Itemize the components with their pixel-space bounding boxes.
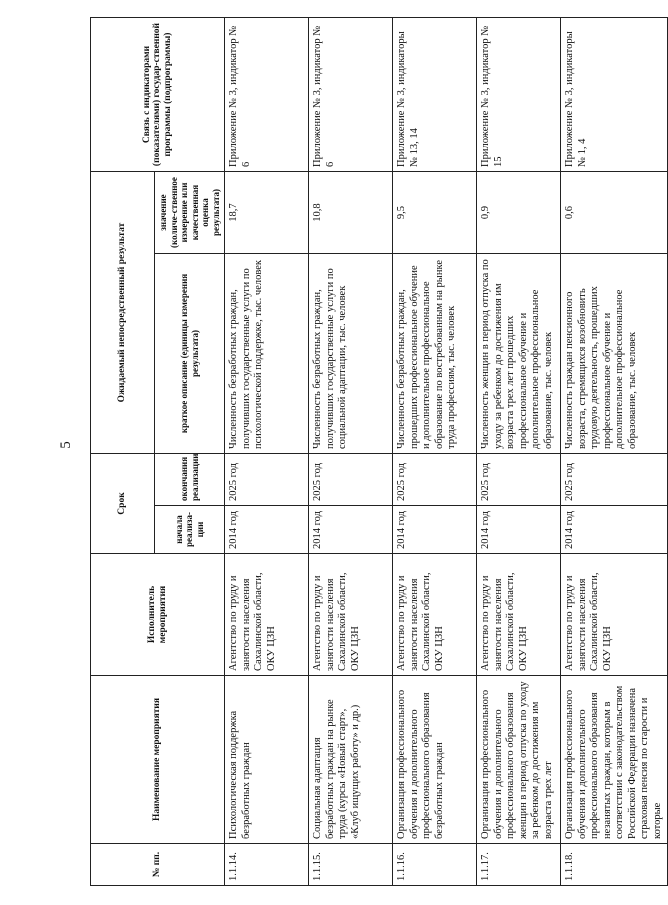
row-num: 1.1.17.: [477, 844, 561, 886]
header-term-end: окончания реализации: [155, 454, 225, 506]
row-desc: Численность граждан пенсионного возраста, стремящихся возобновить трудовую деятельность, прошедших профессиональное обучение и дополнительное профессиональное образование, тыс. человек: [561, 254, 668, 454]
header-term: Срок: [91, 454, 155, 554]
row-desc: Численность безработных граждан, получивших государственные услуги по социальной адаптации, тыс. человек: [309, 254, 393, 454]
row-executor: Агентство по труду и занятости населения Сахалинской области, ОКУ ЦЗН: [393, 554, 477, 676]
table-row: [477, 18, 561, 886]
table-row: [393, 18, 477, 886]
header-row: [91, 18, 155, 886]
row-value: 0,6: [561, 172, 668, 254]
row-num: 1.1.15.: [309, 844, 393, 886]
row-start: 2014 год: [477, 506, 561, 554]
row-link: Приложение № 3, индикаторы № 1, 4: [561, 18, 668, 172]
row-num: 1.1.16.: [393, 844, 477, 886]
row-start: 2014 год: [393, 506, 477, 554]
row-desc: Численность женщин в период отпуска по уходу за ребенком до достижения им возраста трех лет прошедших профессиональное обучение и дополнительное профессиональное образование, тыс. человек: [477, 254, 561, 454]
header-result: Ожидаемый непосредственный результат: [91, 172, 155, 454]
measures-table: [90, 17, 668, 886]
header-executor: Исполнитель мероприятия: [91, 554, 225, 676]
row-executor: Агентство по труду и занятости населения Сахалинской области, ОКУ ЦЗН: [225, 554, 309, 676]
row-num: 1.1.14.: [225, 844, 309, 886]
row-executor: Агентство по труду и занятости населения Сахалинской области, ОКУ ЦЗН: [561, 554, 668, 676]
row-name: Организация профессионального обучения и дополнительного профессионального образования безработных граждан: [393, 676, 477, 844]
row-value: 10,8: [309, 172, 393, 254]
row-end: 2025 год: [309, 454, 393, 506]
header-result-desc: краткое описание (единицы измерения результата): [155, 254, 225, 454]
row-name: Организация профессионального обучения и дополнительного профессионального образования незанятых граждан, которым в соответствии с законодательством Российской Федерации назначена страховая пенсия по старости и которые: [561, 676, 668, 844]
row-value: 0,9: [477, 172, 561, 254]
row-value: 18,7: [225, 172, 309, 254]
row-name: Психологическая поддержка безработных граждан: [225, 676, 309, 844]
row-value: 9,5: [393, 172, 477, 254]
row-desc: Численность безработных граждан, прошедших профессиональное обучение и дополнительное профессиональное образование по востребованным на рынке труда профессиям, тыс. человек: [393, 254, 477, 454]
row-name: Социальная адаптация безработных граждан на рынке труда (курсы «Новый старт», «Клуб ищущих работу» и др.): [309, 676, 393, 844]
table-row: [309, 18, 393, 886]
header-name: Наименование мероприятия: [91, 676, 225, 844]
row-num: 1.1.18.: [561, 844, 668, 886]
header-result-value: значение (количе-ственное измерение или качественная оценка результата): [155, 172, 225, 254]
row-end: 2025 год: [393, 454, 477, 506]
table-row: [225, 18, 309, 886]
header-term-start: начала реализа-ции: [155, 506, 225, 554]
row-executor: Агентство по труду и занятости населения Сахалинской области, ОКУ ЦЗН: [477, 554, 561, 676]
row-end: 2025 год: [477, 454, 561, 506]
row-executor: Агентство по труду и занятости населения Сахалинской области, ОКУ ЦЗН: [309, 554, 393, 676]
row-start: 2014 год: [309, 506, 393, 554]
row-link: Приложение № 3, индикаторы № 13, 14: [393, 18, 477, 172]
header-num: № пп.: [91, 844, 225, 886]
row-link: Приложение № 3, индикатор № 6: [309, 18, 393, 172]
header-link: Связь с индикаторами (показателями) государ-ственной программы (подпрограммы): [91, 18, 225, 172]
rotated-sheet: [30, 18, 663, 886]
row-start: 2014 год: [225, 506, 309, 554]
page-number: 5: [58, 441, 74, 449]
row-end: 2025 год: [561, 454, 668, 506]
row-start: 2014 год: [561, 506, 668, 554]
table-row: [561, 18, 668, 886]
row-link: Приложение № 3, индикатор № 15: [477, 18, 561, 172]
row-name: Организация профессионального обучения и дополнительного профессионального образования женщин в период отпуска по уходу за ребенком до достижения им возраста трех лет: [477, 676, 561, 844]
row-end: 2025 год: [225, 454, 309, 506]
row-desc: Численность безработных граждан, получивших государственные услуги по психологической поддержке, тыс. человек: [225, 254, 309, 454]
row-link: Приложение № 3, индикатор № 6: [225, 18, 309, 172]
